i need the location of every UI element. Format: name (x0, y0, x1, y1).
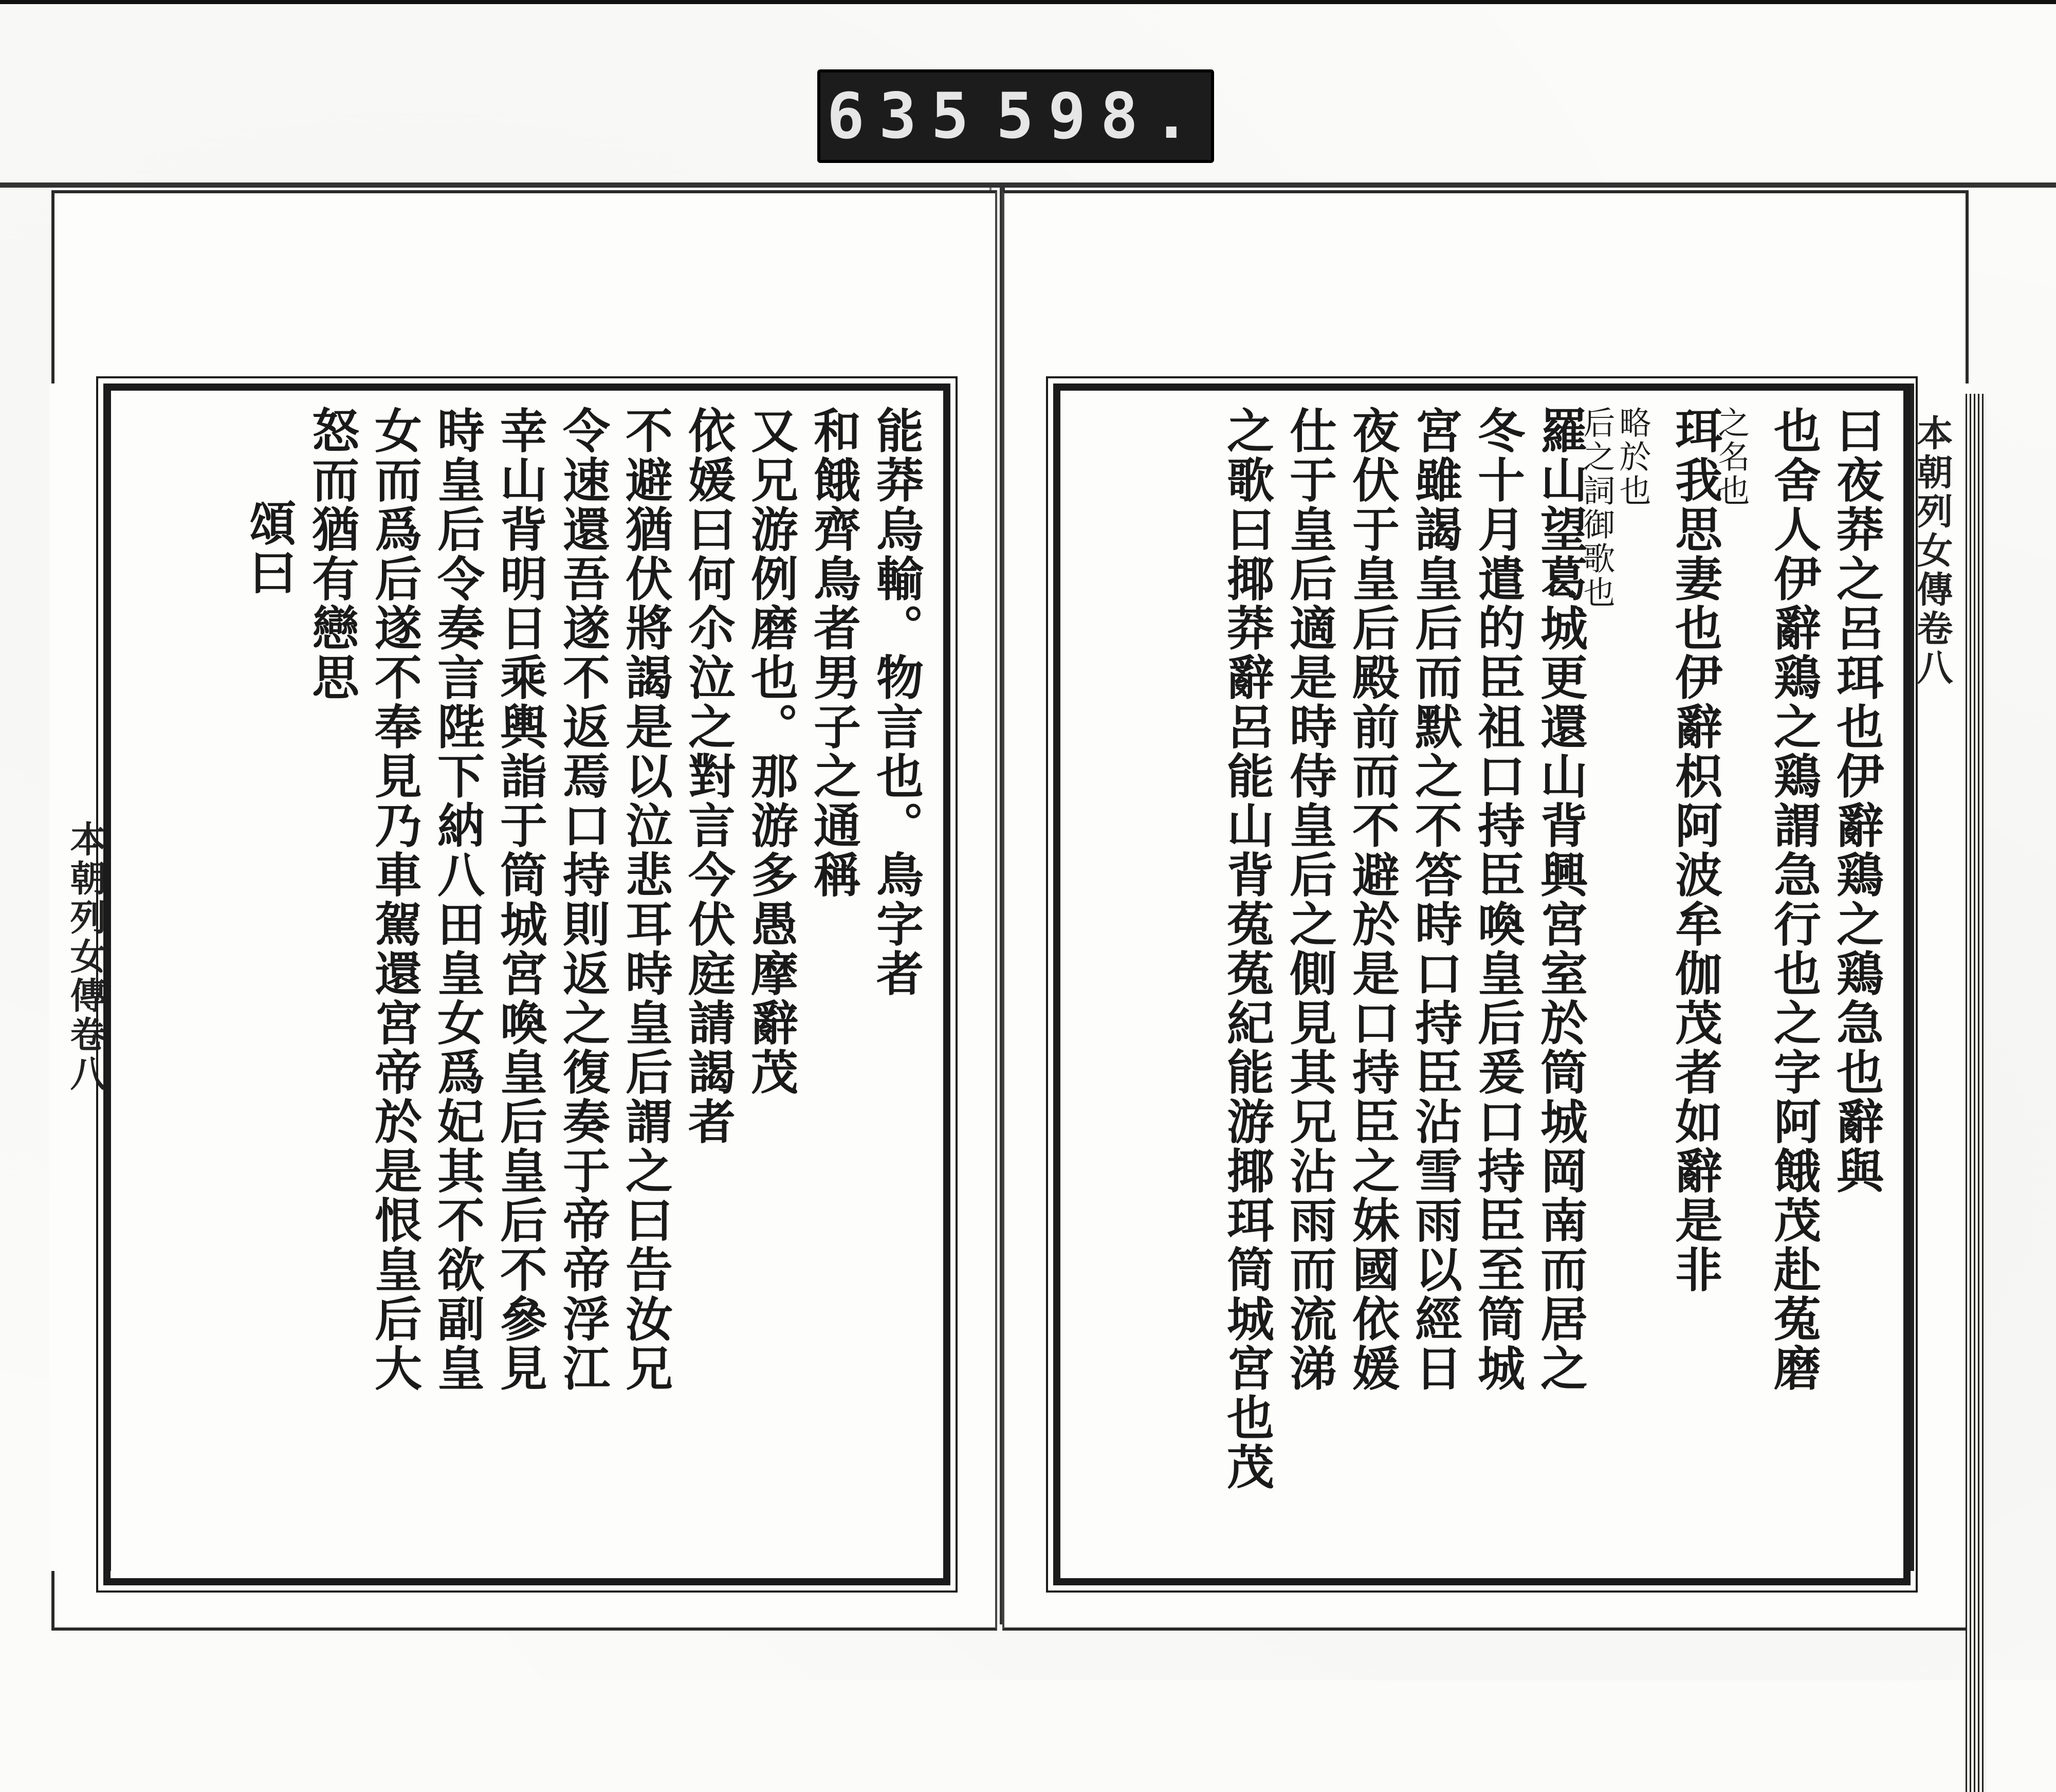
text-column: 珥我思妻也伊辭枳阿波牟伽茂者如辭是非 (1667, 406, 1723, 1294)
text-column: 又兄游例磨也。那游多愚摩辭茂 (743, 406, 799, 1097)
text-column: 能莽烏輸。物言也。鳥字者 (869, 406, 924, 998)
archive-number-right: 598. (996, 80, 1205, 153)
text-column: 依媛曰何尒泣之對言今伏庭請謁者 (681, 406, 736, 1146)
right-text-frame (1053, 383, 1911, 1585)
page-leaf-edge (1966, 394, 1986, 1792)
text-column: 女而爲后遂不奉見乃車駕還宮帝於是恨皇后大 (367, 406, 423, 1393)
text-column: 幸山背明日乘輿詣于筒城宮喚皇后皇后不參見 (492, 406, 548, 1393)
scan-edge-top (0, 0, 2056, 4)
text-column: 羅山望葛城更還山背興宮室於筒城岡南而居之 (1533, 406, 1588, 1393)
annotation-column: 略於也 (1614, 406, 1651, 508)
text-column: 宮雖謁皇后而默之不答時口持臣沾雪雨以經日 (1407, 406, 1463, 1393)
left-margin-title: 本朝列女傳卷八 (64, 820, 107, 1094)
right-text-columns (1076, 406, 1888, 1563)
scan-edge-line (0, 182, 2056, 188)
verse-heading: 頌曰 (242, 499, 297, 597)
text-column: 夜伏于皇后殿前而不避於是口持臣之妹國依媛 (1345, 406, 1400, 1393)
text-column: 仕于皇后適是時侍皇后之側見其兄沾雨而流涕 (1282, 406, 1337, 1393)
archive-label (817, 69, 1214, 163)
left-page (51, 190, 997, 1631)
text-column: 曰夜莽之呂珥也伊辭鶏之鶏急也辭與 (1829, 406, 1884, 1196)
text-column: 也舍人伊辭鶏之鶏謂急行也之字阿餓茂赴菟磨 (1766, 406, 1822, 1393)
right-page (1002, 190, 1969, 1631)
annotation-column: 后之詞御歌也 (1578, 406, 1616, 610)
text-column: 不避猶伏將謁是以泣悲耳時皇后謂之曰告汝兄 (618, 406, 673, 1393)
right-margin-title: 本朝列女傳卷八 (1911, 414, 1954, 688)
left-text-frame (103, 383, 950, 1585)
left-text-columns (126, 406, 928, 1563)
text-column: 之歌曰揶莽辭呂能山背菟菟紀能游揶珥筒城宮也茂 (1219, 406, 1275, 1492)
text-column: 冬十月遣的臣祖口持臣喚皇后爰口持臣至筒城 (1470, 406, 1526, 1393)
text-column: 令速還吾遂不返焉口持則返之復奏于帝帝浮江 (555, 406, 611, 1393)
text-column: 時皇后令奏言陛下納八田皇女爲妃其不欲副皇 (430, 406, 485, 1393)
annotation-column: 之名也 (1713, 406, 1750, 508)
text-column: 怒而猶有戀思 (304, 406, 360, 702)
archive-number-left: 635 (827, 80, 983, 153)
text-column: 和餓齊鳥者男子之通稱 (806, 406, 861, 900)
